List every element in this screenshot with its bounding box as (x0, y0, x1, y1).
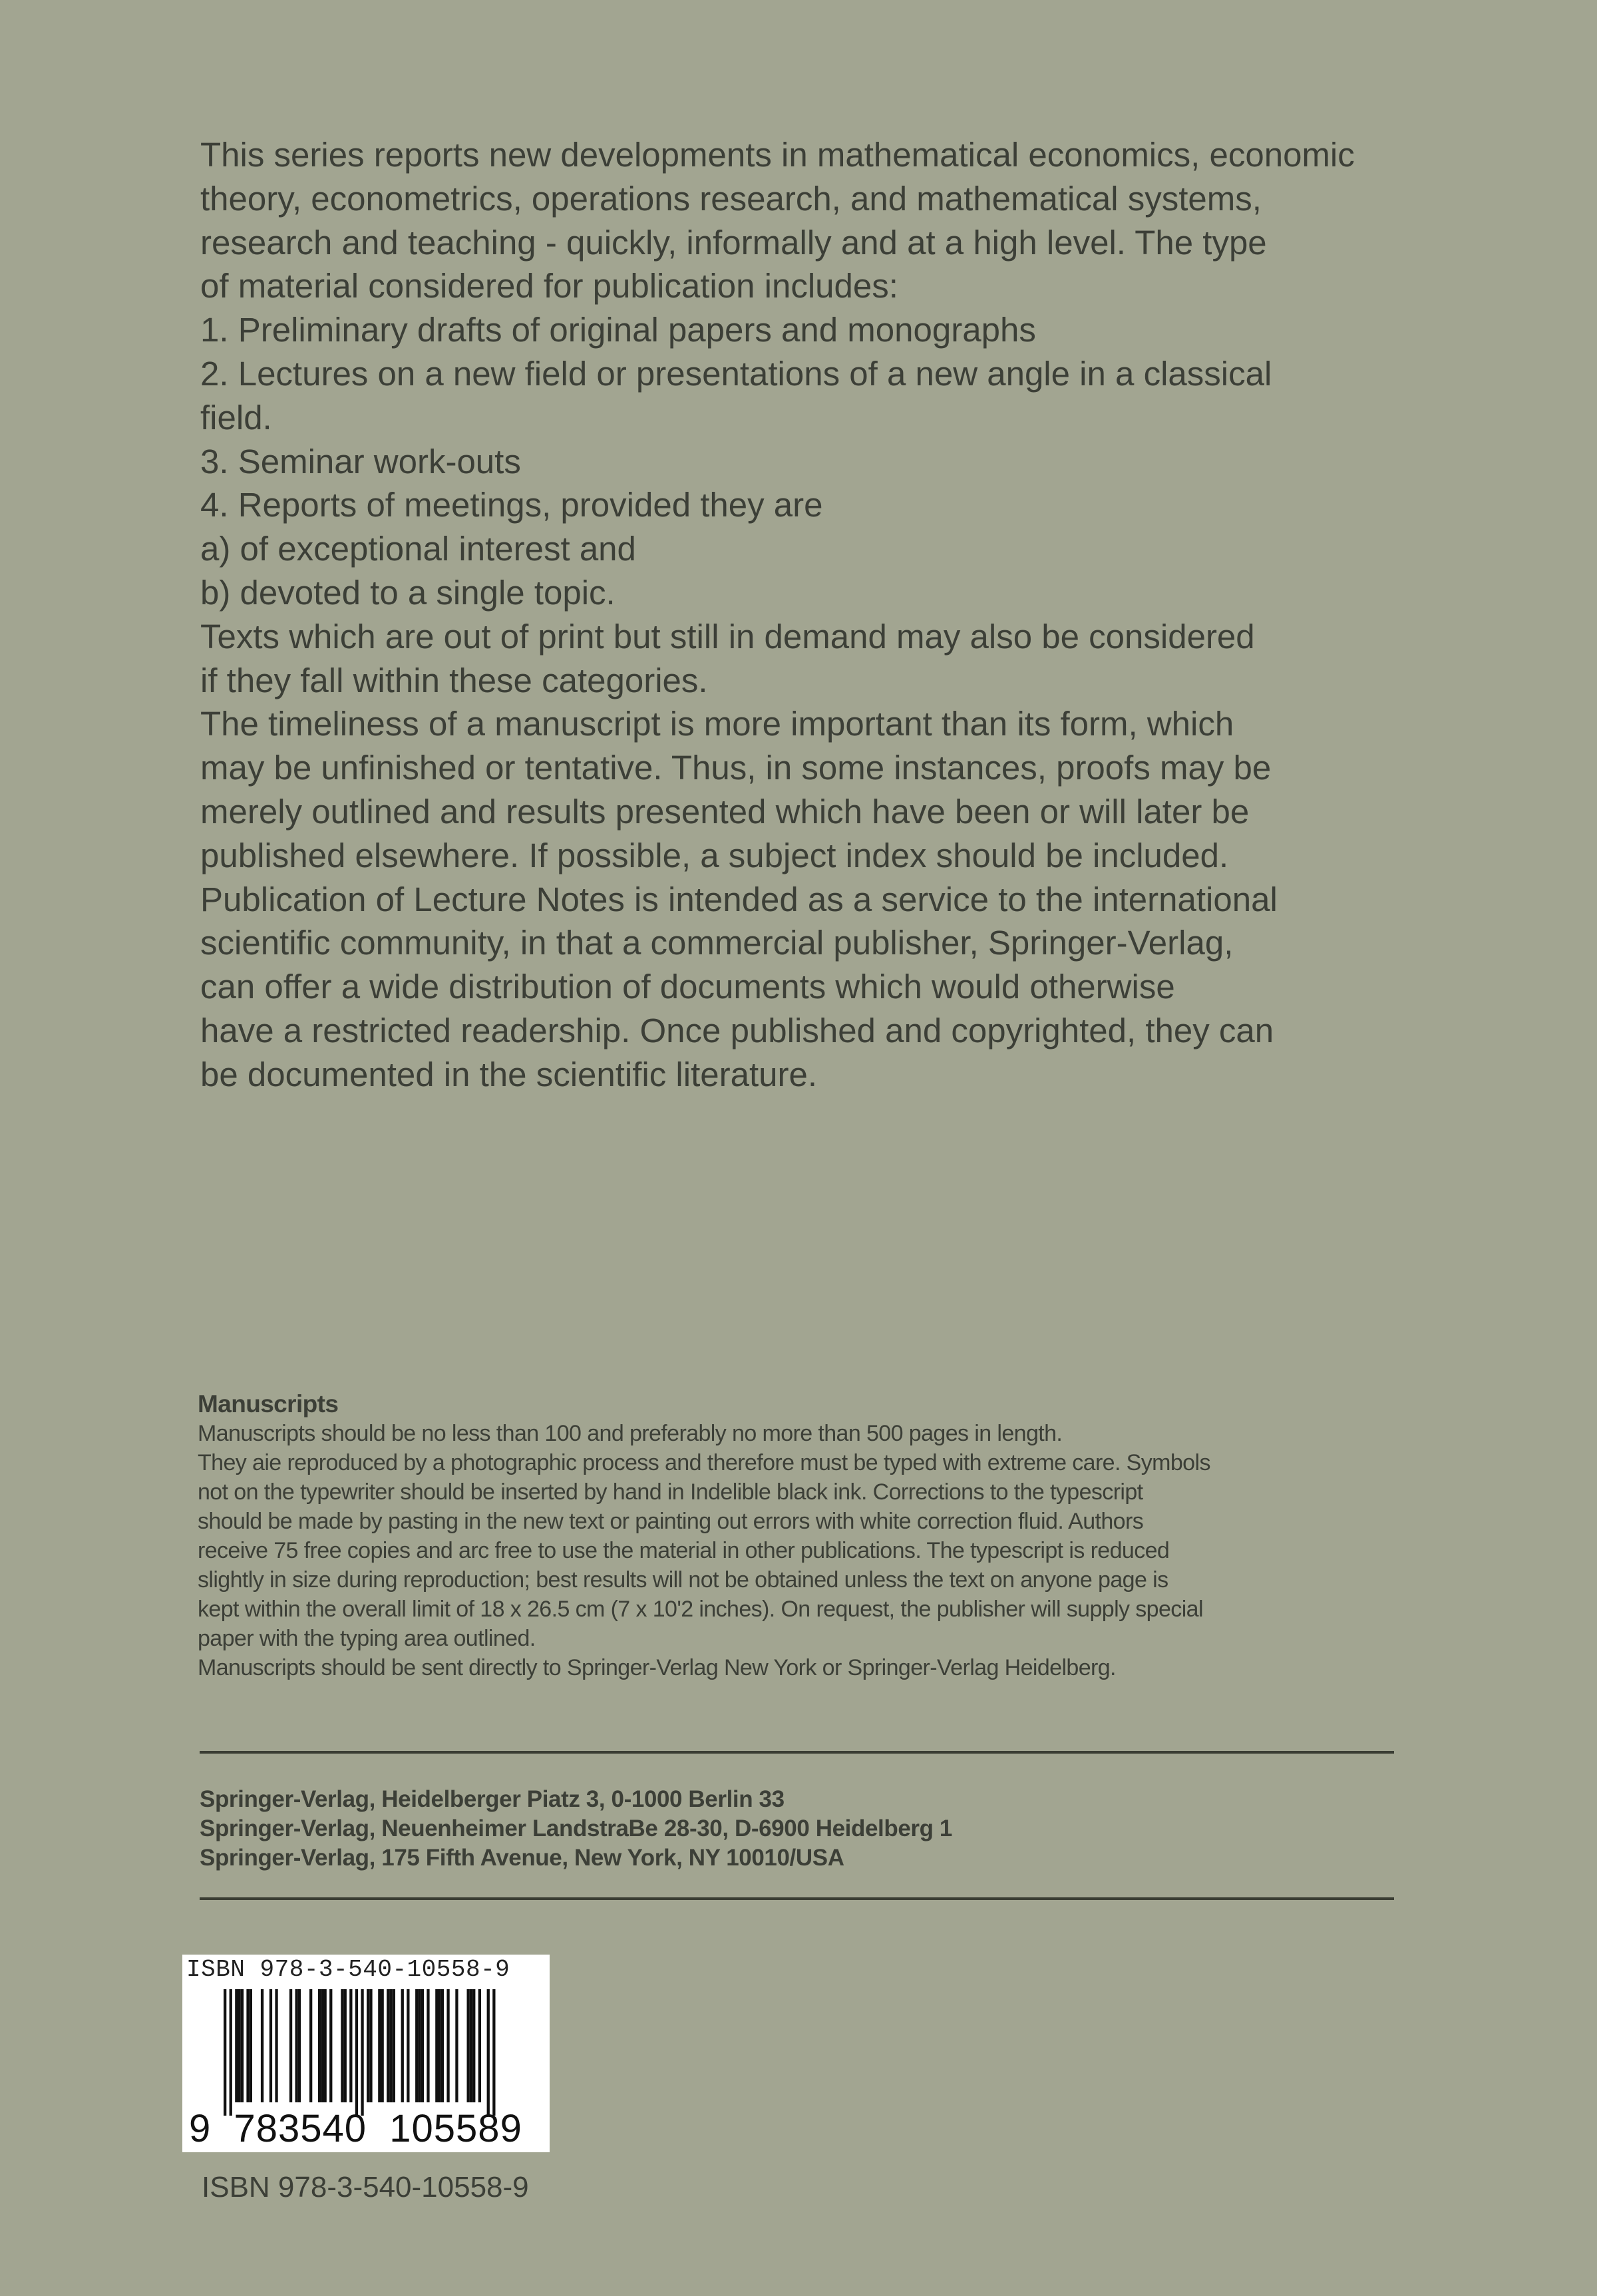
manuscripts-line: kept within the overall limit of 18 x 26.5 cm (7 x 10'2 inches). On request, the publisher will supply special (198, 1597, 1203, 1622)
description-line: be documented in the scientific literature. (200, 1055, 818, 1093)
manuscripts-line: not on the typewriter should be inserted by hand in Indelible black ink. Corrections to the typescript (198, 1479, 1143, 1505)
barcode-bar (367, 1989, 369, 2102)
barcode-bar (309, 1989, 312, 2102)
manuscripts-line: They aie reproduced by a photographic process and therefore must be typed with extreme care. Symbols (198, 1450, 1210, 1475)
barcode-bar (369, 1989, 372, 2102)
description-line: merely outlined and results presented which have been or will later be (200, 792, 1250, 831)
barcode-bar (381, 1989, 384, 2102)
description-line: 1. Preliminary drafts of original papers and monographs (200, 311, 1036, 349)
barcode-left-group: 783540 (234, 2107, 367, 2150)
manuscripts-line: paper with the typing area outlined. (198, 1626, 536, 1651)
description-line: 4. Reports of meetings, provided they are (200, 486, 823, 524)
barcode-bar (230, 1989, 232, 2116)
barcode-right-group: 105589 (389, 2107, 522, 2150)
barcode-bar (241, 1989, 244, 2102)
divider-bottom (200, 1897, 1394, 1900)
description-line: of material considered for publication includes: (200, 267, 898, 305)
barcode-bar (492, 1989, 495, 2116)
divider-top (200, 1751, 1394, 1754)
description-line: Texts which are out of print but still in demand may also be considered (200, 617, 1255, 656)
barcode-bar (349, 1989, 352, 2102)
barcode-bar (418, 1989, 421, 2102)
barcode-bar (415, 1989, 418, 2102)
barcode-bar (318, 1989, 321, 2102)
description-line: 2. Lectures on a new field or presentations of a new angle in a classical (200, 354, 1272, 393)
description-line: 3. Seminar work-outs (200, 442, 521, 480)
description-line: This series reports new developments in mathematical economics, economic (200, 136, 1355, 174)
description-line: Publication of Lecture Notes is intended as a service to the international (200, 880, 1278, 918)
isbn-barcode (182, 1955, 550, 2152)
barcode-bar (378, 1989, 381, 2102)
barcode-bar (329, 1989, 332, 2102)
barcode-bar (289, 1989, 292, 2102)
barcode-bar (344, 1989, 347, 2102)
description-line: b) devoted to a single topic. (200, 573, 616, 612)
description-line: if they fall within these categories. (200, 661, 708, 699)
description-line: can offer a wide distribution of documents which would otherwise (200, 968, 1175, 1006)
manuscripts-line: Manuscripts should be sent directly to Springer-Verlag New York or Springer-Verlag Heidelberg. (198, 1655, 1116, 1680)
series-description (200, 133, 1465, 1097)
barcode-bar (235, 1989, 238, 2102)
description-line: scientific community, in that a commercial publisher, Springer-Verlag, (200, 924, 1234, 962)
manuscripts-section (198, 1390, 1395, 1682)
manuscripts-heading: Manuscripts (198, 1390, 339, 1418)
barcode-bar (295, 1989, 298, 2102)
barcode-bar (421, 1989, 424, 2102)
barcode-digits (189, 2106, 522, 2151)
barcode-bar (387, 1989, 389, 2102)
manuscripts-line: receive 75 free copies and arc free to use the material in other publications. The typescript is reduced (198, 1538, 1170, 1563)
barcode-bar (389, 1989, 392, 2102)
barcode-bar (446, 1989, 449, 2102)
barcode-bar (487, 1989, 490, 2116)
description-line: The timeliness of a manuscript is more important than its form, which (200, 705, 1234, 743)
barcode-bar (427, 1989, 429, 2102)
barcode-bar (435, 1989, 438, 2102)
barcode-bar (467, 1989, 470, 2102)
barcode-bar (238, 1989, 241, 2102)
description-line: published elsewhere. If possible, a subject index should be included. (200, 836, 1229, 874)
address-new-york: Springer-Verlag, 175 Fifth Avenue, New York, NY 10010/USA (200, 1845, 844, 1871)
barcode-bar (269, 1989, 272, 2102)
barcode-bar (407, 1989, 409, 2102)
manuscripts-line: should be made by pasting in the new text or painting out errors with white correction fluid. Authors (198, 1509, 1144, 1534)
barcode-bar (298, 1989, 301, 2102)
barcode-bar (261, 1989, 264, 2102)
barcode-bar (361, 1989, 363, 2116)
barcode-first-digit: 9 (189, 2107, 212, 2150)
barcode-bar (439, 1989, 441, 2102)
barcode-bar (478, 1989, 481, 2102)
description-line: have a restricted readership. Once published and copyrighted, they can (200, 1011, 1274, 1050)
barcode-bar (472, 1989, 475, 2102)
barcode-bar (275, 1989, 277, 2102)
barcode-bar (224, 1989, 226, 2116)
description-line: may be unfinished or tentative. Thus, in some instances, proofs may be (200, 749, 1272, 787)
barcode-bar (393, 1989, 395, 2102)
address-heidelberg: Springer-Verlag, Neuenheimer LandstraBe 28-30, D-6900 Heidelberg 1 (200, 1816, 952, 1841)
barcode-bar (441, 1989, 444, 2102)
barcode-bar (321, 1989, 323, 2102)
barcode-isbn-label: ISBN 978-3-540-10558-9 (186, 1956, 510, 1983)
manuscripts-line: slightly in size during reproduction; best results will not be obtained unless the text on anyone page is (198, 1567, 1168, 1593)
publisher-addresses (200, 1785, 952, 1873)
barcode-bar (470, 1989, 472, 2102)
description-line: theory, econometrics, operations research, and mathematical systems, (200, 179, 1262, 218)
description-line: research and teaching - quickly, informally and at a high level. The type (200, 223, 1267, 262)
address-berlin: Springer-Verlag, Heidelberger Piatz 3, 0-1000 Berlin 33 (200, 1786, 785, 1812)
description-line: a) of exceptional interest and (200, 530, 636, 568)
barcode-bar (250, 1989, 252, 2102)
barcode-bar (246, 1989, 249, 2102)
manuscripts-line: Manuscripts should be no less than 100 and preferably no more than 500 pages in length. (198, 1421, 1063, 1446)
barcode-bar (355, 1989, 358, 2116)
barcode-bar (401, 1989, 404, 2102)
barcode-bar (341, 1989, 343, 2102)
isbn-number: ISBN 978-3-540-10558-9 (202, 2171, 529, 2203)
description-line: field. (200, 398, 272, 437)
barcode-bar (324, 1989, 327, 2102)
barcode-bar (455, 1989, 458, 2102)
